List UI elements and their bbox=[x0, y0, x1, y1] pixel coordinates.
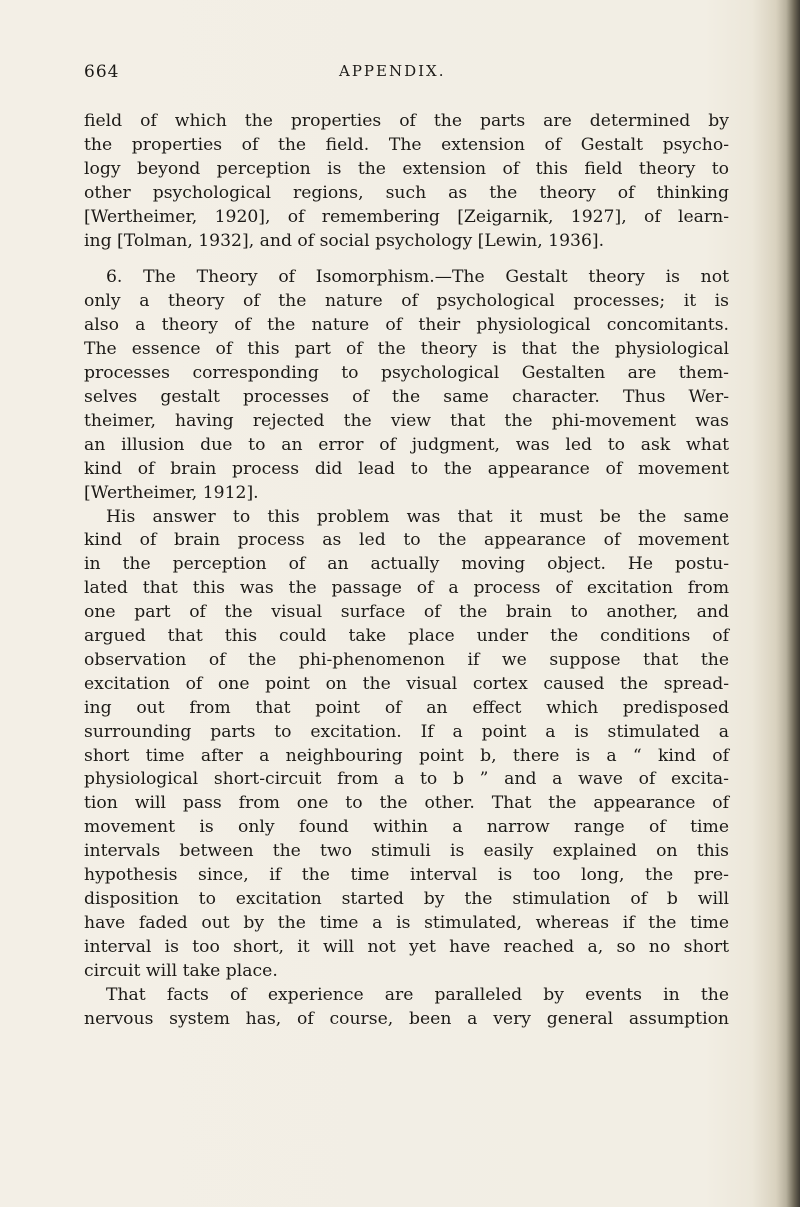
text-line: intervals between the two stimuli is easily explained on this bbox=[84, 841, 729, 862]
text-line: physiological short-circuit from a to b ” and a wave of excita- bbox=[84, 769, 729, 790]
text-line: have faded out by the time a is stimulated, whereas if the time bbox=[84, 912, 729, 933]
text-line: argued that this could take place under the conditions of bbox=[84, 626, 729, 647]
section-heading-line: 6. The Theory of Isomorphism.—The Gestalt theory is not bbox=[106, 267, 729, 288]
paragraph-isomorphism bbox=[84, 266, 729, 505]
running-head: APPENDIX. bbox=[339, 62, 446, 80]
text-line: only a theory of the nature of psychological processes; it is bbox=[84, 291, 729, 312]
text-line: theimer, having rejected the view that the phi-movement was bbox=[84, 410, 729, 431]
text-line: disposition to excitation started by the stimulation of b will bbox=[84, 889, 729, 909]
text-line: surrounding parts to excitation. If a point a is stimulated a bbox=[84, 721, 729, 742]
text-line: ing [Tolman, 1932], and of social psychology [Lewin, 1936]. bbox=[84, 230, 605, 251]
text-line: lated that this was the passage of a process of excitation from bbox=[84, 578, 729, 599]
text-line: nervous system has, of course, been a very general assumption bbox=[84, 1008, 729, 1029]
page-edge-shadow bbox=[786, 0, 800, 1207]
text-line: selves gestalt processes of the same character. Thus Wer- bbox=[84, 386, 729, 407]
text-line: [Wertheimer, 1912]. bbox=[84, 482, 259, 503]
text-line: interval is too short, it will not yet have reached a, so no short bbox=[84, 936, 729, 957]
text-line: observation of the phi-phenomenon if we suppose that the bbox=[84, 649, 729, 670]
paragraph-gap bbox=[84, 253, 729, 266]
text-line: [Wertheimer, 1920], of remembering [Zeigarnik, 1927], of learn- bbox=[84, 206, 729, 227]
body-text bbox=[84, 110, 729, 1031]
text-line: tion will pass from one to the other. That the appearance of bbox=[84, 793, 729, 814]
text-line: also a theory of the nature of their physiological concomitants. bbox=[84, 315, 729, 336]
text-line: kind of brain process did lead to the appearance of movement bbox=[84, 458, 729, 479]
text-line: excitation of one point on the visual cortex caused the spread- bbox=[84, 673, 729, 694]
text-line: in the perception of an actually moving object. He postu- bbox=[84, 554, 729, 575]
text-line: processes corresponding to psychological Gestalten are them- bbox=[84, 363, 729, 384]
text-line: hypothesis since, if the time interval is too long, the pre- bbox=[84, 865, 729, 886]
paragraph-answer bbox=[84, 506, 729, 984]
text-line: an illusion due to an error of judgment, was led to ask what bbox=[84, 434, 729, 455]
text-line: That facts of experience are paralleled by events in the bbox=[106, 984, 729, 1005]
page-header bbox=[84, 62, 724, 90]
text-line: The essence of this part of the theory is that the physiological bbox=[84, 339, 729, 360]
text-line: movement is only found within a narrow range of time bbox=[84, 817, 729, 838]
text-line: ing out from that point of an effect which predisposed bbox=[84, 697, 729, 718]
page-number: 664 bbox=[84, 62, 120, 82]
paragraph-facts-of-experience bbox=[84, 984, 729, 1032]
text-line: field of which the properties of the parts are determined by bbox=[84, 111, 729, 131]
paragraph-field-theory bbox=[84, 110, 729, 253]
text-line: logy beyond perception is the extension of this field theory to bbox=[84, 158, 729, 179]
text-line: the properties of the field. The extension of Gestalt psycho- bbox=[84, 134, 729, 155]
text-line: His answer to this problem was that it must be the same bbox=[106, 506, 729, 527]
text-line: short time after a neighbouring point b, there is a “ kind of bbox=[84, 745, 729, 766]
text-line: one part of the visual surface of the brain to another, and bbox=[84, 602, 729, 623]
text-line: kind of brain process as led to the appearance of movement bbox=[84, 530, 729, 551]
text-line: other psychological regions, such as the theory of thinking bbox=[84, 182, 729, 203]
text-line: circuit will take place. bbox=[84, 960, 278, 981]
